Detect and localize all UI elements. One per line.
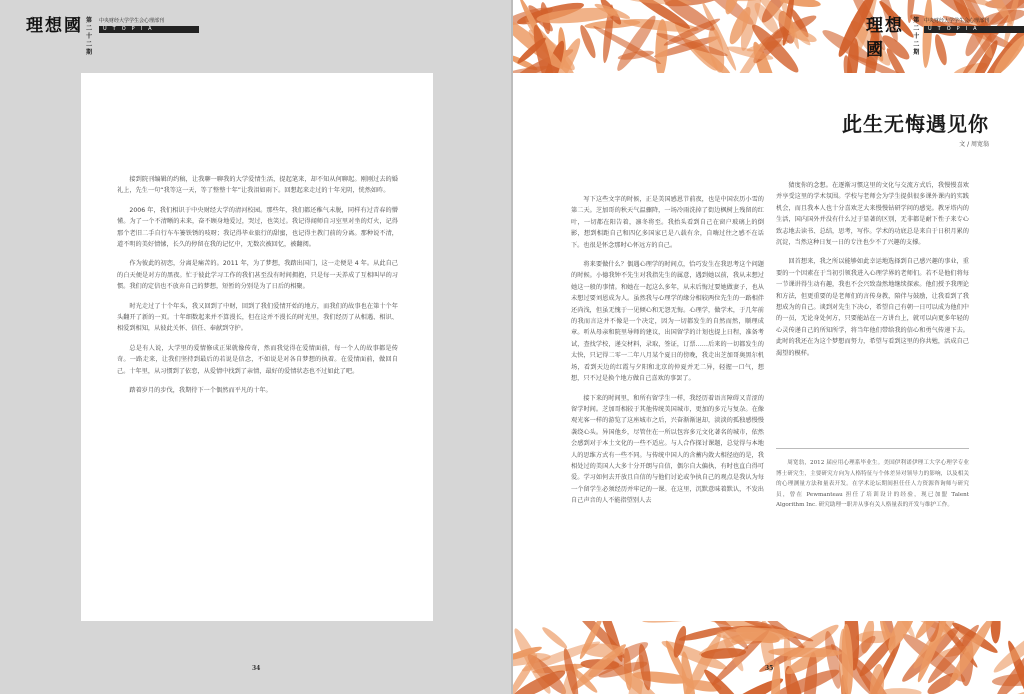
paragraph: 踏着岁月的步伐，我期待下一个偶然而平凡的十年。 [129,387,272,395]
left-page [0,0,511,694]
leaf-petal [642,621,711,624]
paragraph: 接下来的时间里，和所有留学生一样，我经历着语言障碍又青涩的留学时间。芝加哥相较于其他传统美国城市，更加的多元与复杂。在像观光客一样的游览了这座城市之后，兴奋渐渐退却，淡淡的孤独感慢慢袭绕心头。异国他乡，尽管住在一所以包容多元文化著名的城市，依然会感到对于本土文化的一些不适应。与人合作探讨课题，总觉得与本地人的思维方式有一些不同。与传统中国人的含蓄内敛大相径庭的是，我相处过的美国人大多十分开朗与自信，偶尔自大偏执，有时也直白得可爱。学习如何去开放且自信的与他们讨论或争执自己的观点是我认为每一个留学生必须经历并牢记的一课。在这里，沉默意味着默认，不发出自己声音的人不能指望别人去 [571,394,764,505]
bio-text: 周宽翁，2012 届应用心理系毕业生。美国伊利诺伊理工大学心理学专业博士研究生，主要研究方向为人格特征与个体差异对领导力的影响，以及相关的心理测量方法和量表开发。在学术论坛期间担任任人力资源咨询师与研究员，曾在 Pewmanteau 担任了培训设计的经验，现已加盟 Talent Algorithm Inc. 研究助理一职并从事有关人格量表的开发与维护工作。 [776,460,969,509]
masthead-right [866,14,1024,62]
article-column-2 [776,180,969,367]
paragraph: 回首想来，我之所以能够如此幸运地选择到自己感兴趣的事业，重要的一个因素在于当初引领我进入心理学界的老师们。若不是他们将每一节课讲得生动有趣，我也不会兴致盎然地继续探索。他们授予我理论和方法，但更重要的是老师们的言传身教，陪伴与鼓励，让我看到了我想成为的自己。谈到对先生下决心，希望自己有朝一日可以成为他们中的一员，无论身处何方，只要能站在一方讲台上，就可以向更多年轻的心灵传递自己的所知所学，将当年他们带给我的信心和勇气传递下去。此时的我还在为这个梦想而努力，希望与看到这里的你共勉，活成自己渴望的模样。 [776,258,969,357]
paragraph: 作为彼此的初恋，分离是痛苦的。2011 年，为了梦想，我踏出国门，这一走便是 4 年。从此自己的白天便是对方的黑夜。忙于彼此学习工作的我们甚至没有时间拥抱，只是每一天养成了互相叫早的习惯。我们的定信也不放弃自己的梦想，短暂的分别是为了日后的相聚。 [117,260,398,291]
masthead-left [26,14,199,57]
leaf-petal [540,625,569,651]
article-author: 文 / 周宽翁 [959,141,989,148]
paragraph: 接到院刊编辑的约稿，让我聊一聊我的大学爱情生活，提起笔来，却不知从何聊起。刚刚过去的婚礼上，先生一句“我等这一天，等了整整十年”让我泪如雨下。回想起来走过的十年光阴，恍然如昨。 [117,176,398,195]
masthead-bar: UTOPIA [99,26,199,33]
leaf-petal [716,628,796,641]
article-column-1 [571,194,764,515]
paragraph: 总是有人说，大学里的爱情修成正果就像传奇，然而我觉得在爱情面前，每一个人的故事都是传奇。一路走来，让我们坚持到最后的若说是信念，不如说是对各自梦想的执着。在爱情面前，做回自己。十年里，从习惯到了依恋，从爱情中找到了亲情，最好的爱情状态也不过如此了吧。 [117,344,398,375]
masthead-subtitle: 中央财经大学学生会心理部刊 [99,18,165,24]
page-number-right: 35 [765,665,774,672]
paragraph: 2006 年，我们相识于中央财经大学的清河校园。那些年，我们都还稚气未脱，同样有过青春的懵懂。为了一个不清晰的未来，奋不顾身地爱过，哭过，也笑过。我记得闻师自习室里对坐的灯火，记得那个老旧二手自行车车篓铁锈的吱呀；我记得毕业旅行的甜蜜，也记得主教门前的分离。那种说不清，道不明的美好情愫，长久的停留在我的记忆中，无数次被回忆，被翻阅。 [117,206,398,249]
author-bio [776,458,969,511]
issue-label: 第二十二期 [86,17,93,56]
issue-label: 第二十二期 [913,17,920,56]
masthead-logo: 理想國 [26,16,83,36]
paragraph: 猜度你的念想。在逐渐习惯这里的文化与交流方式后，我慢慢喜欢并享受这里的学术氛围。学校与老师会为学生提供很多课外课内的实践机会，而且我本人也十分喜欢芝大来慢慢钻研学问的感觉。教牙塔内的生活，国内国外并没有什么过于显著的区别，无非都是耐下性子来专心致志地去读书、总结，思考，写作。学术的功底总是来自于日积月累的沉淀，当然这种日复一日的专注也少不了兴趣的支撑。 [776,182,969,247]
leaf-petal [991,621,1001,644]
paragraph: 将来要做什么？偶遇心理学的时间点，恰巧发生在我思考这个问题的时候。小德我钟不先生对我指先生的属意，遇到她以前，我从未想过她这一般的事情。和她在一起这么多年，从未后悔过要她做妻子，也从未想过要刘恩成为人。虽然我与心理学的缘分相较两位先生的一路相伴还尚浅，但虽无愧于一见倾心和无怨无悔。心理学，做学术，于几年前的我而言这并不像是一个决定，因为一切都发生的自然而然，顺理成章。听从母亲和院里导师的建议，出国留学的计划也提上日程，准备考试，查找学校，递交材料，录取，签证，订票……后来的一切都发生的太快，只记得二零一二年八月某个夏日的傍晚，我走出芝加哥奥黑尔机场，看到天边的红霞与夕阳和北京的仲夏并无二异，轻握一口气，想想，只不过是换个地方做自己喜欢的事罢了。 [571,261,764,383]
article-sheet [81,73,433,621]
leaf-pattern-bottom [513,621,1024,694]
leaf-petal [578,24,599,60]
right-page [513,0,1024,694]
article-title: 此生无悔遇见你 [842,112,989,136]
masthead-subtitle: 中央财经大学学生会心理部刊 [924,18,990,24]
masthead-logo: 理想國 [866,16,904,60]
paragraph: 写下这些文字的时候，正是美国感恩节前夜，也是中国农历小雪的第二天。芝加哥的秋天气温骤降，一场冷雨洗掉了街边枫树上残留的红叶，一切都在阳告着，凛冬将至。我抬头看到自己在窗户玻璃上的倒影，想到相距自己和四亿多国家已是八载有余，自嗨过往之感不在话下。也很是怀念那时心怀远方的自己。 [571,196,764,249]
paragraph: 时光走过了十个年头，我又回到了中财，回到了我们爱情开始的地方，而我们的故事也在第十个年头翻开了新的一页。十年细数起来并不算漫长，但在这并不漫长的时光里，我们经历了从相遇、相识、相爱到相知，从彼此关怀、信任、奉献到守护。 [117,302,398,333]
masthead-bar: UTOPIA [924,26,1024,33]
leaf-petal [880,688,921,694]
left-article-body [117,174,398,405]
bio-divider [776,448,969,449]
page-number-left: 34 [252,665,261,672]
